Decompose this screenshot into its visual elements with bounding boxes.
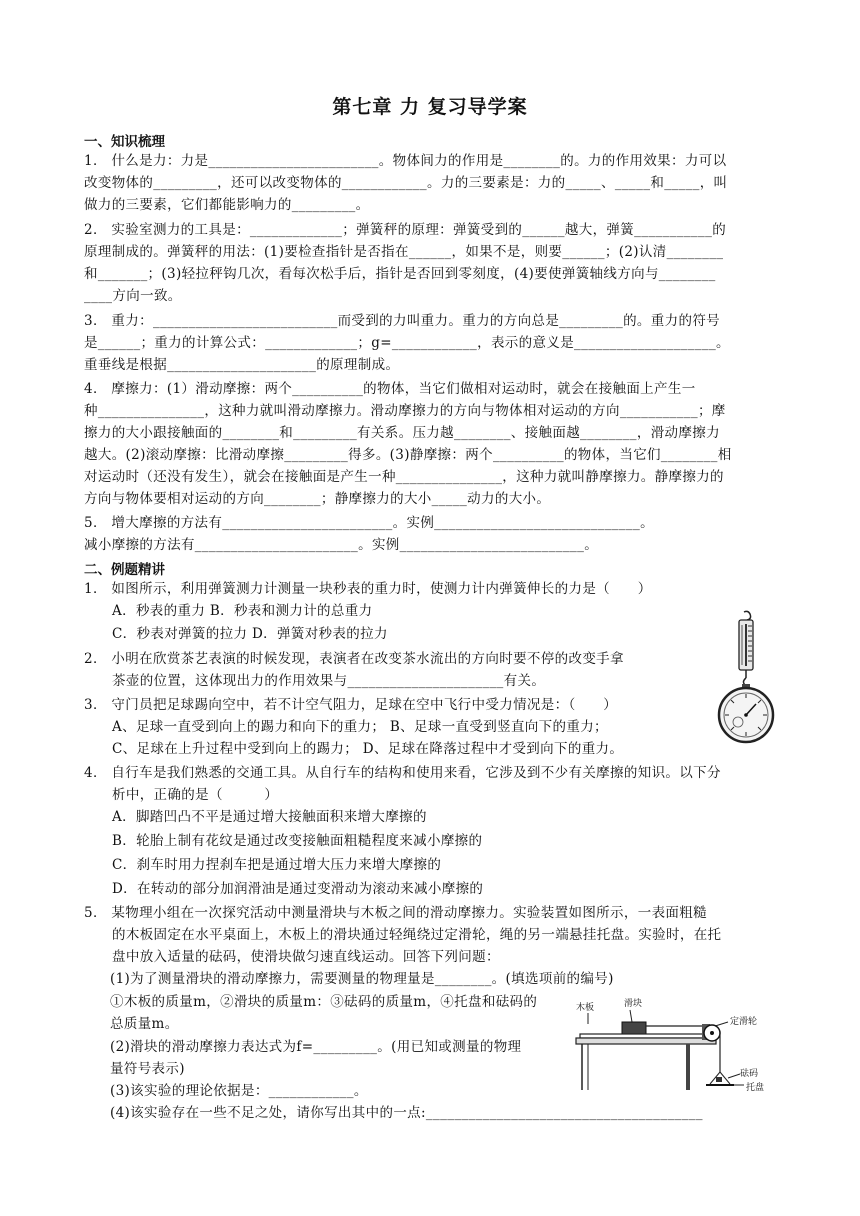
knowledge-4-line-3: 擦力的大小跟接触面的________和_________有关系。压力越________、接触面越________，滑动摩擦力 bbox=[84, 425, 720, 441]
knowledge-2-line-1: 2． 实验室测力的工具是：_____________；弹簧秤的原理：弹簧受到的______越大，弹簧___________的 bbox=[84, 222, 727, 238]
example-4-option-c: C．刹车时用力捏刹车把是通过增大压力来增大摩擦的 bbox=[112, 857, 442, 873]
example-5-question-3: (3)该实验的理论依据是：____________。 bbox=[110, 1083, 368, 1099]
page-title: 第七章 力 复习导学案 bbox=[332, 96, 528, 118]
example-1-options-cd: C．秒表对弹簧的拉力 D．弹簧对秒表的拉力 bbox=[112, 626, 388, 642]
example-4-line-1: 4． 自行车是我们熟悉的交通工具。从自行车的结构和使用来看，它涉及到不少有关摩擦的知识。以下分 bbox=[84, 765, 721, 781]
example-5-line-1: 5． 某物理小组在一次探究活动中测量滑块与木板之间的滑动摩擦力。实验装置如图所示，一表面粗糙 bbox=[84, 905, 707, 921]
example-4-line-2: 析中，正确的是（ ） bbox=[112, 787, 279, 803]
knowledge-3-line-3: 重垂线是根据_____________________的原理制成。 bbox=[84, 357, 400, 373]
example-3-options-cd: C、足球在上升过程中受到向上的踢力； D、足球在降落过程中才受到向下的重力。 bbox=[112, 741, 624, 757]
example-3-stem: 3． 守门员把足球踢向空中，若不计空气阻力，足球在空中飞行中受力情况是：（ ） bbox=[84, 697, 618, 713]
example-4-option-d: D．在转动的部分加润滑油是通过变滑动为滚动来减小摩擦的 bbox=[112, 881, 484, 897]
example-1-options-ab: A．秒表的重力 B．秒表和测力计的总重力 bbox=[112, 603, 373, 619]
label-board: 木板 bbox=[576, 1003, 595, 1013]
label-pulley: 定滑轮 bbox=[730, 1017, 758, 1027]
knowledge-2-line-2: 原理制成的。弹簧秤的用法：(1)要检查指针是否指在______，如果不是，则要______；(2)认清________ bbox=[84, 244, 724, 260]
example-5-question-1: (1)为了测量滑块的滑动摩擦力，需要测量的物理量是________。(填选项前的编号) bbox=[110, 971, 614, 987]
label-weight: 砝码 bbox=[740, 1069, 759, 1079]
section-heading-examples: 二、例题精讲 bbox=[84, 562, 165, 578]
label-block: 滑块 bbox=[624, 999, 643, 1009]
example-5-line-2: 的木板固定在水平桌面上，木板上的滑块通过轻绳绕过定滑轮，绳的另一端悬挂托盘。实验时，在托 bbox=[112, 927, 722, 943]
example-1-stem: 1． 如图所示，利用弹簧测力计测量一块秒表的重力时，使测力计内弹簧伸长的力是（ ） bbox=[84, 581, 652, 597]
example-5-question-2-cont: 量符号表示) bbox=[110, 1061, 185, 1077]
knowledge-4-line-4: 越大。(2)滚动摩擦：比滑动摩擦_________得多。(3)静摩擦：两个__________的物体，当它们________相 bbox=[84, 447, 732, 463]
example-5-question-4: (4)该实验存在一些不足之处，请你写出其中的一点:_______________________________________ bbox=[110, 1105, 703, 1121]
knowledge-2-line-4: ____方向一致。 bbox=[84, 288, 182, 304]
knowledge-3-line-1: 3． 重力：__________________________而受到的力叫重力。重力的方向总是_________的。重力的符号 bbox=[84, 313, 721, 329]
example-3-options-ab: A、足球一直受到向上的踢力和向下的重力； B、足球一直受到竖直向下的重力； bbox=[112, 719, 608, 735]
knowledge-4-line-6: 方向与物体要相对运动的方向________；静摩擦力的大小_____动力的大小。 bbox=[84, 491, 551, 507]
knowledge-5-line-1: 5． 增大摩擦的方法有________________________。实例_____________________________。 bbox=[84, 515, 654, 531]
example-5-line-3: 盘中放入适量的砝码，使滑块做匀速直线运动。回答下列问题： bbox=[112, 949, 500, 965]
label-tray: 托盘 bbox=[746, 1083, 765, 1093]
knowledge-2-line-3: 和_______；(3)轻拉秤钩几次，看每次松手后，指针是否回到零刻度，(4)要使弹簧轴线方向与________ bbox=[84, 266, 716, 282]
knowledge-5-line-2: 减小摩擦的方法有_______________________。实例__________________________。 bbox=[84, 537, 599, 553]
example-5-question-1-choices-cont: 总质量m。 bbox=[110, 1016, 179, 1032]
knowledge-4-line-2: 种_______________，这种力就叫滑动摩擦力。滑动摩擦力的方向与物体相对运动的方向___________；摩 bbox=[84, 403, 726, 419]
example-5-question-1-choices: ①木板的质量m，②滑块的质量m：③砝码的质量m，④托盘和砝码的 bbox=[110, 994, 538, 1010]
knowledge-1-line-3: 做力的三要素，它们都能影响力的_________。 bbox=[84, 197, 370, 213]
knowledge-1-line-1: 1． 什么是力：力是________________________。物体间力的作用是________的。力的作用效果：力可以 bbox=[84, 153, 727, 169]
knowledge-4-line-1: 4． 摩擦力：(1）滑动摩擦：两个__________的物体，当它们做相对运动时，就会在接触面上产生一 bbox=[84, 381, 696, 397]
example-2-line-2: 茶壶的位置，这体现出力的作用效果与______________________有关。 bbox=[112, 673, 546, 689]
spring-scale-stopwatch-figure bbox=[712, 610, 780, 748]
section-heading-knowledge: 一、知识梳理 bbox=[84, 134, 165, 150]
example-2-line-1: 2． 小明在欣赏茶艺表演的时候发现，表演者在改变茶水流出的方向时要不停的改变手拿 bbox=[84, 651, 624, 667]
knowledge-1-line-2: 改变物体的_________，还可以改变物体的____________。力的三要素是：力的_____、_____和_____，叫 bbox=[84, 175, 728, 191]
friction-apparatus-figure bbox=[570, 1000, 770, 1092]
example-4-option-a: A．脚踏凹凸不平是通过增大接触面积来增大摩擦的 bbox=[112, 809, 427, 825]
knowledge-4-line-5: 对运动时（还没有发生），就会在接触面是产生一种_______________，这种力就叫静摩擦力。静摩擦力的 bbox=[84, 469, 724, 485]
example-5-question-2: (2)滑块的滑动摩擦力表达式为f=_________。(用已知或测量的物理 bbox=[110, 1039, 522, 1055]
example-4-option-b: B．轮胎上制有花纹是通过改变接触面粗糙程度来减小摩擦的 bbox=[112, 833, 483, 849]
knowledge-3-line-2: 是______；重力的计算公式：_____________；g=____________，表示的意义是____________________。 bbox=[84, 335, 730, 351]
